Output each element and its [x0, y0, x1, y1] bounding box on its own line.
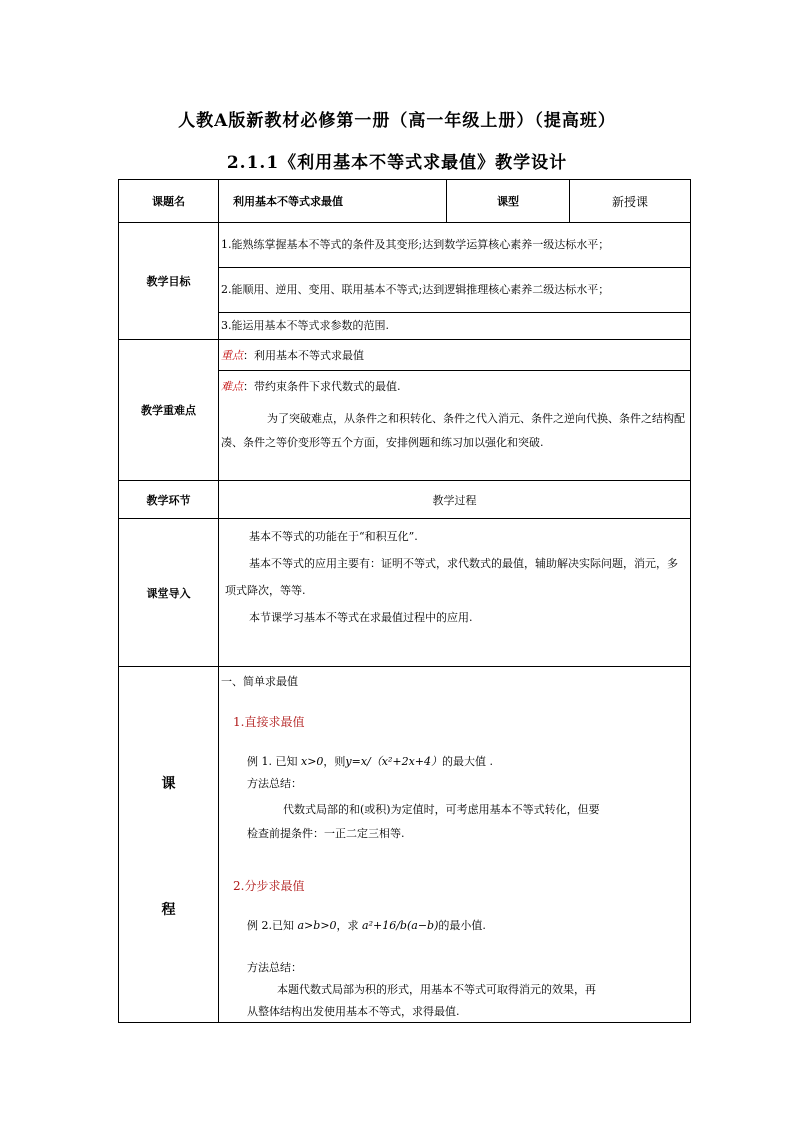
- method-2-line-a: 本题代数式局部为积的形式，用基本不等式可取得消元的效果，再: [277, 983, 596, 996]
- difficulty-text: ：带约束条件下求代数式的最值.: [243, 380, 401, 393]
- goals-label: 教学目标: [119, 223, 219, 340]
- intro-line-3: 本节课学习基本不等式在求最值过程中的应用.: [249, 611, 473, 624]
- example-2-prefix: 例 2.已知: [247, 919, 298, 932]
- method-1-line-b: 检查前提条件：一正二定三相等.: [247, 827, 405, 840]
- intro-label: 课堂导入: [119, 519, 219, 667]
- key-text: ：利用基本不等式求最值: [243, 349, 364, 362]
- process-header-label: 教学环节: [119, 481, 219, 519]
- section-heading-1: 一、简单求最值: [221, 675, 298, 688]
- example-2: [247, 917, 486, 933]
- method-label-2: 方法总结：: [247, 961, 302, 974]
- lesson-label-top: 课: [161, 776, 176, 792]
- goal-item-3: 3.能运用基本不等式求参数的范围.: [219, 313, 691, 340]
- intro-line-1: 基本不等式的功能在于“和积互化”.: [249, 530, 418, 543]
- key-points-label: 教学重难点: [119, 340, 219, 481]
- document-subtitle: 2.1.1《利用基本不等式求最值》教学设计: [226, 153, 568, 173]
- example-2-mid: ，求: [336, 919, 363, 932]
- example-2-condition: a>b>0: [297, 919, 337, 932]
- example-2-expression: a²+16/b(a−b): [362, 919, 439, 932]
- process-header-value: 教学过程: [219, 481, 691, 519]
- example-1-suffix: 的最大值 .: [442, 755, 494, 768]
- lesson-plan-table: [118, 179, 691, 1023]
- difficulty-point: [219, 371, 691, 481]
- goal-item-1: 1.能熟练掌握基本不等式的条件及其变形;达到数学运算核心素养一级达标水平；: [219, 223, 691, 268]
- difficulty-tag: 难点: [221, 380, 243, 393]
- subsection-heading-1: 1.直接求最值: [233, 715, 305, 729]
- intro-line-2: 基本不等式的应用主要有：证明不等式，求代数式的最值，辅助解决实际问题，消元，多项式降次，等等.: [225, 557, 678, 597]
- document-title: 人教A版新教材必修第一册（高一年级上册）（提高班）: [178, 111, 616, 131]
- example-1: [247, 753, 493, 769]
- lesson-label-cell: [119, 667, 219, 1023]
- method-1-line-a: 代数式局部的和(或积)为定值时，可考虑用基本不等式转化，但要: [283, 803, 600, 816]
- subsection-heading-2: 2.分步求最值: [233, 879, 305, 893]
- topic-value: 利用基本不等式求最值: [219, 180, 447, 223]
- lesson-content: [219, 667, 691, 1023]
- example-1-prefix: 例 1. 已知: [247, 755, 301, 768]
- type-value: 新授课: [570, 180, 691, 223]
- goal-item-2: 2.能顺用、逆用、变用、联用基本不等式;达到逻辑推理核心素养二级达标水平；: [219, 268, 691, 313]
- lesson-label-bottom: 程: [161, 902, 176, 918]
- example-1-condition: x>0: [301, 755, 324, 768]
- example-2-suffix: 的最小值.: [438, 919, 486, 932]
- example-1-mid: ，则: [323, 755, 346, 768]
- key-point: [219, 340, 691, 371]
- method-2-line-b: 从整体结构出发使用基本不等式，求得最值.: [247, 1005, 460, 1018]
- type-label: 课型: [447, 180, 570, 223]
- topic-row: [119, 180, 691, 223]
- key-tag: 重点: [221, 349, 243, 362]
- method-label-1: 方法总结：: [247, 777, 302, 790]
- example-1-expression: y=x/（x²+2x+4）: [345, 755, 443, 768]
- intro-content: [219, 519, 691, 667]
- topic-label: 课题名: [119, 180, 219, 223]
- difficulty-note: 为了突破难点，从条件之和积转化、条件之代入消元、条件之逆向代换、条件之结构配凑、条件之等价变形等五个方面，安排例题和练习加以强化和突破.: [221, 412, 685, 449]
